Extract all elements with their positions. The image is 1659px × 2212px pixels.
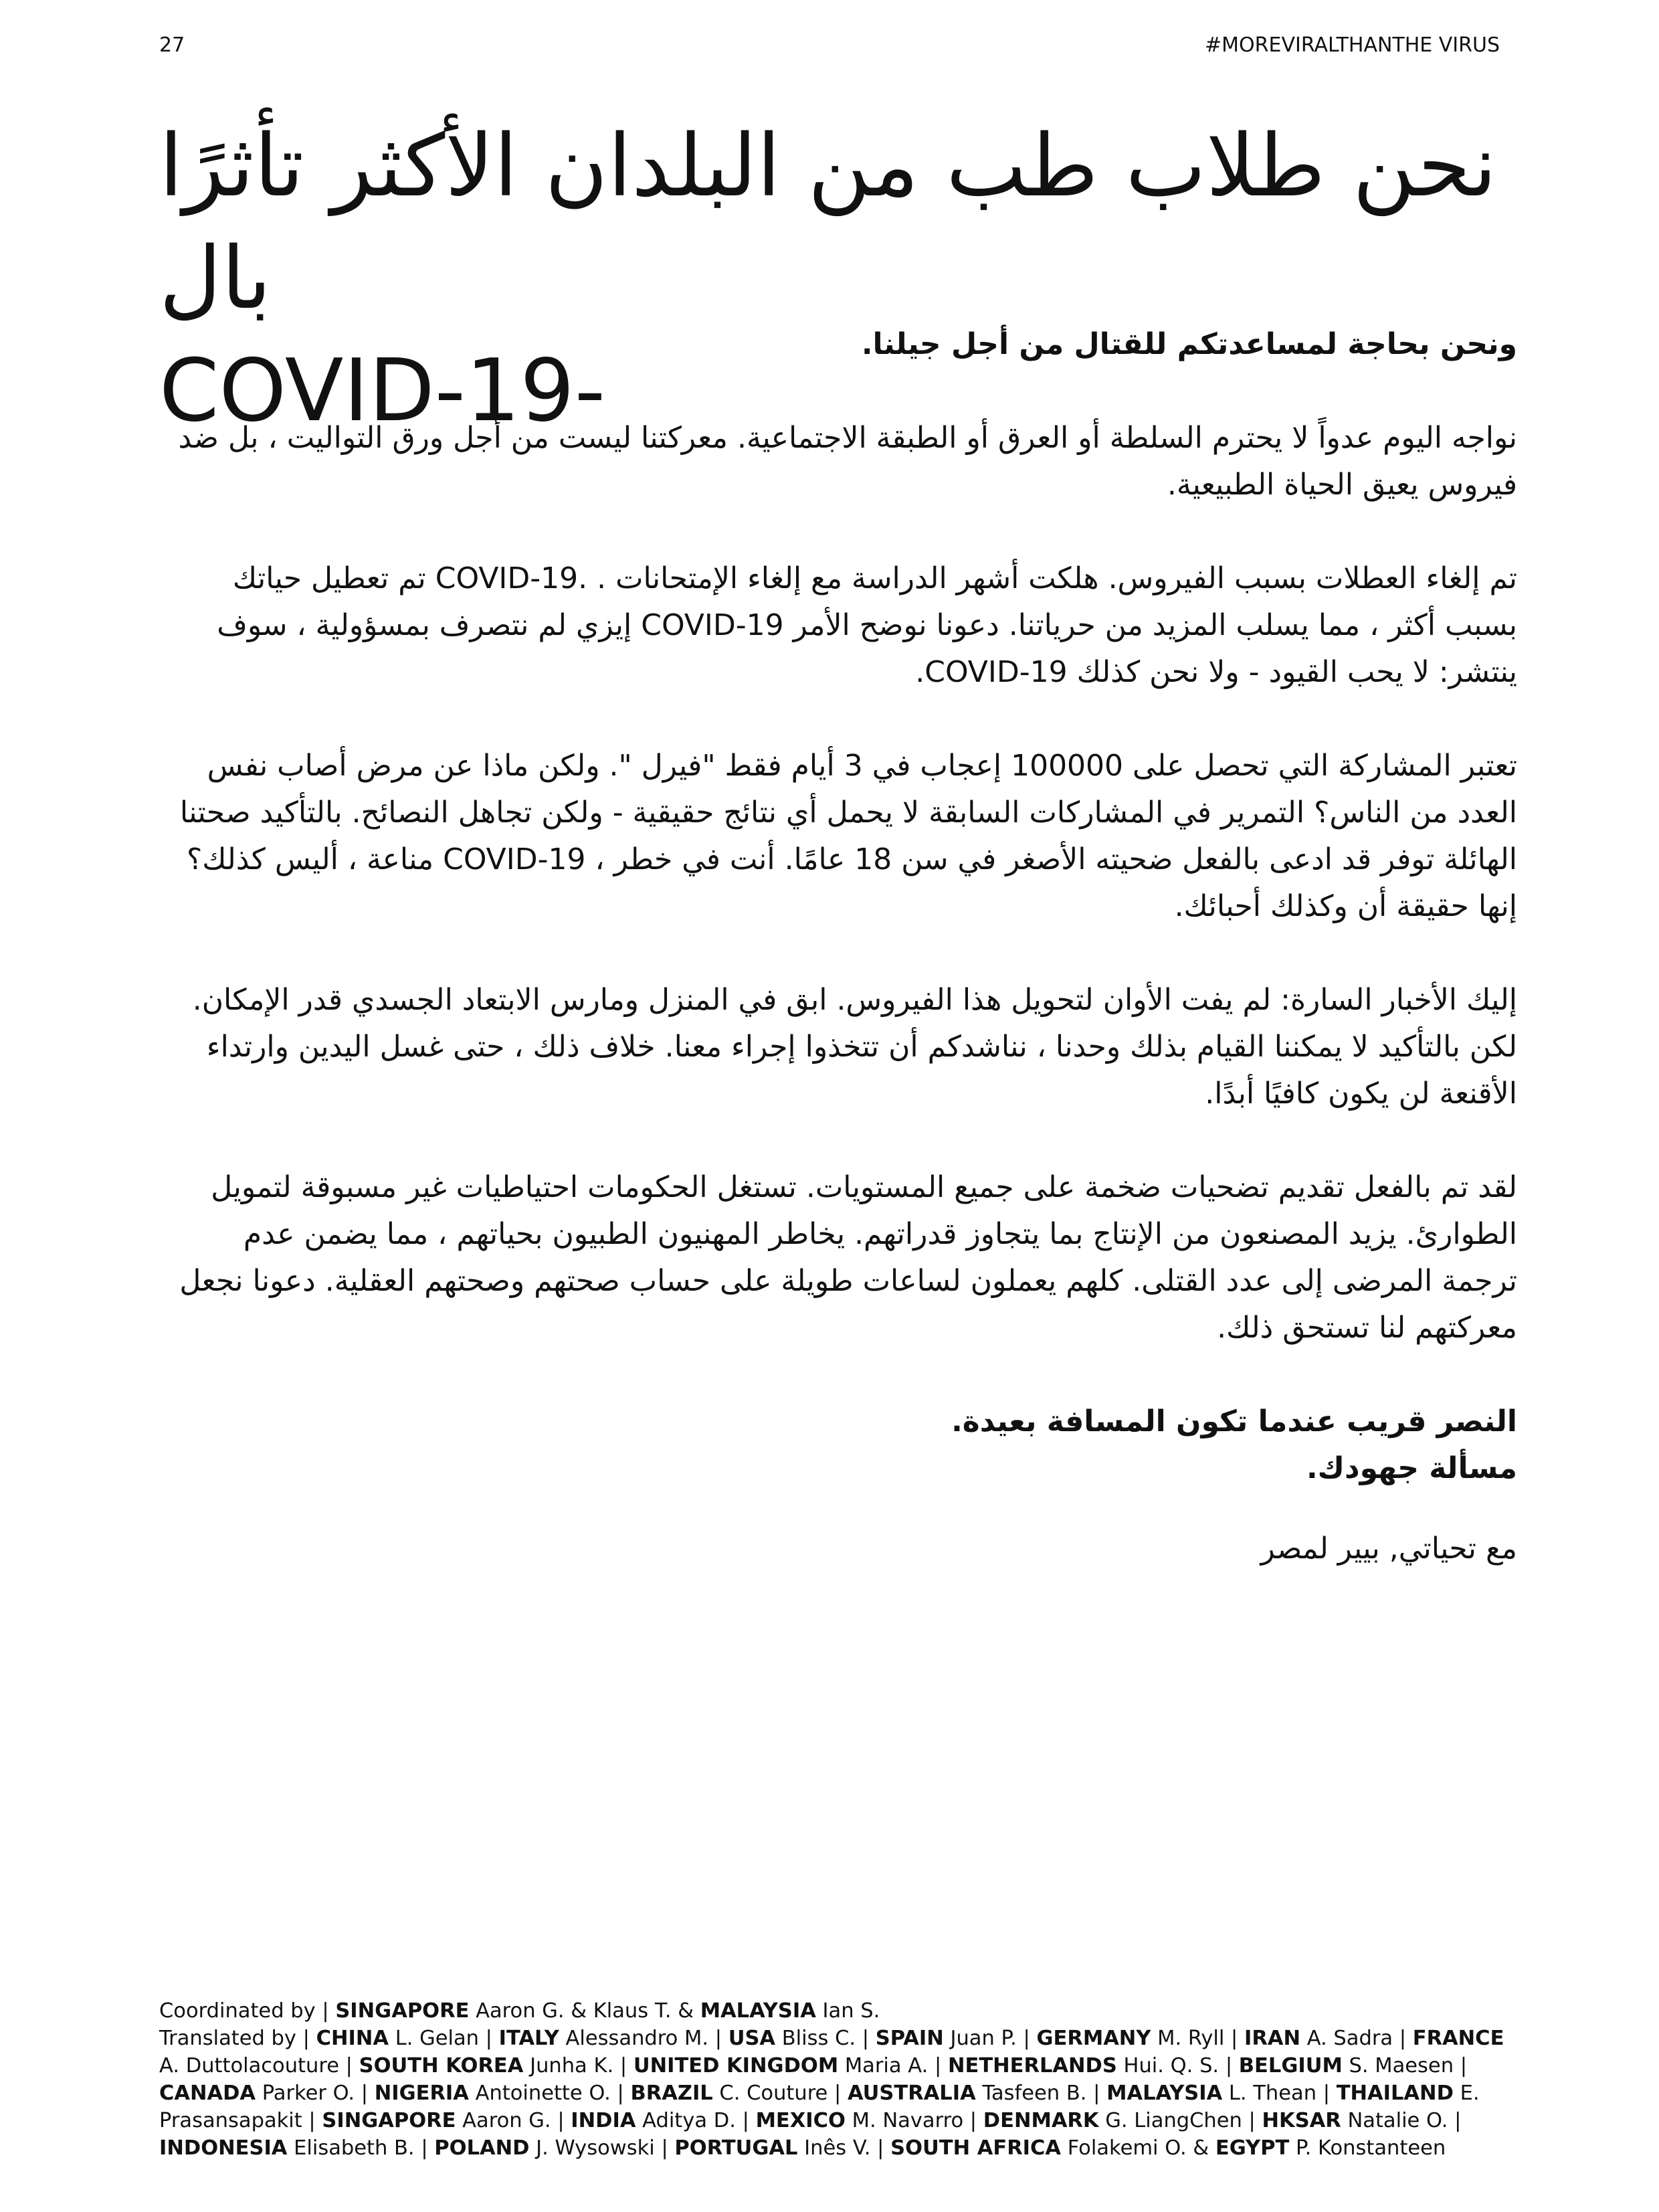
credit-names: G. LiangChen | [1098,2109,1262,2132]
credit-country: INDIA [571,2109,636,2132]
credit-names: Maria A. | [838,2054,948,2078]
body-paragraph: لقد تم بالفعل تقديم تضحيات ضخمة على جميع المستويات. تستغل الحكومات احتياطيات غير مسبوقة لتمويل الطوارئ. يزيد المصنعون من الإنتاج بما يتجاوز قدراتهم. يخاطر المهنيون الطبيون بحياتهم ، مما يضمن عدم ترجمة المرضى إلى عدد القتلى. كلهم يعملون لساعات طويلة على حساب صحتهم وصحتهم العقلية. دعونا نجعل معركتهم لنا تستحق ذلك. [179,1170,1517,1345]
letter-body [159,321,1517,1572]
credit-country: GERMANY [1036,2027,1151,2050]
credit-country: UNITED KINGDOM [633,2054,839,2078]
credit-names: Inês V. | [797,2136,891,2160]
credit-names: Ian S. [815,1999,880,2023]
credit-country: DENMARK [983,2109,1099,2132]
page-number: 27 [159,33,185,57]
credit-names: M. Navarro | [845,2109,983,2132]
lead-sentence: ونحن بحاجة لمساعدتكم للقتال من أجل جيلنا. [861,327,1517,361]
credit-names: Alessandro M. | [559,2027,728,2050]
credit-country: SINGAPORE [322,2109,456,2132]
credit-country: MALAYSIA [700,1999,816,2023]
credit-names: Juan P. | [943,2027,1037,2050]
credit-country: SOUTH KOREA [359,2054,524,2078]
credit-country: MALAYSIA [1106,2082,1223,2105]
credit-country: ITALY [498,2027,559,2050]
credit-names: A. Duttolacouture | [159,2054,359,2078]
credit-names: P. Konstanteen [1289,2136,1446,2160]
credit-country: NETHERLANDS [947,2054,1117,2078]
body-paragraph: تم إلغاء العطلات بسبب الفيروس. هلكت أشهر الدراسة مع إلغاء الإمتحانات . .COVID-19 تم تعطيل حياتك بسبب أكثر ، مما يسلب المزيد من حرياتنا. دعونا نوضح الأمر COVID-19 إيزي لم نتصرف بمسؤولية ، سوف ينتشر: لا يحب القيود - ولا نحن كذلك COVID-19. [217,561,1517,689]
credit-country: USA [728,2027,776,2050]
credit-country: CANADA [159,2082,256,2105]
credit-country: CHINA [316,2027,389,2050]
credit-names: A. Sadra | [1300,2027,1413,2050]
credit-country: POLAND [434,2136,530,2160]
credit-names: Hui. Q. S. | [1116,2054,1239,2078]
coordinated-by [159,1997,1517,2025]
closing-line: مسألة جهودك. [1306,1451,1517,1485]
credits [159,1997,1517,2162]
coordinated-label: Coordinated by | [159,1999,336,2023]
credit-names: Aaron G. | [456,2109,571,2132]
body-paragraph: نواجه اليوم عدواً لا يحترم السلطة أو العرق أو الطبقة الاجتماعية. معركتنا ليست من أجل ورق التواليت ، بل ضد فيروس يعيق الحياة الطبيعية. [178,421,1517,502]
credit-country: HKSAR [1262,2109,1341,2132]
credit-names: Antoinette O. | [468,2082,631,2105]
credit-country: BELGIUM [1238,2054,1343,2078]
credit-names: S. Maesen | [1342,2054,1468,2078]
credit-names: Aditya D. | [636,2109,756,2132]
credit-names: M. Ryll | [1151,2027,1245,2050]
translated-label: Translated by | [159,2027,316,2050]
credit-country: NIGERIA [374,2082,469,2105]
credit-names: Parker O. | [256,2082,375,2105]
credit-country: SOUTH AFRICA [890,2136,1062,2160]
credit-names: L. Thean | [1222,2082,1337,2105]
campaign-hashtag: #MOREVIRALTHANTHE VIRUS [1205,33,1500,57]
signoff: مع تحياتي, بيير لمصر [1260,1532,1517,1566]
credit-country: FRANCE [1412,2027,1504,2050]
credit-country: MEXICO [755,2109,846,2132]
credit-country: INDONESIA [159,2136,288,2160]
credit-names: Bliss C. | [775,2027,876,2050]
credit-names: E. Prasansapakit | [159,2082,1480,2132]
credit-country: AUSTRALIA [848,2082,976,2105]
closing-line: النصر قريب عندما تكون المسافة بعيدة. [951,1404,1517,1439]
title-line-arabic: نحن طلاب طب من البلدان الأكثر تأثرًا بال [159,116,1497,329]
credit-country: EGYPT [1215,2136,1290,2160]
title-line-latin: COVID-19- [159,341,605,441]
credit-names: Natalie O. | [1341,2109,1462,2132]
credit-country: BRAZIL [630,2082,713,2105]
credit-names: Folakemi O. & [1061,2136,1215,2160]
credit-names: Aaron G. & Klaus T. & [469,1999,700,2023]
credit-names: Junha K. | [523,2054,633,2078]
credit-country: SINGAPORE [335,1999,470,2023]
credit-names: Elisabeth B. | [287,2136,435,2160]
credit-names: Tasfeen B. | [975,2082,1107,2105]
credit-country: SPAIN [875,2027,944,2050]
body-paragraph: إليك الأخبار السارة: لم يفت الأوان لتحويل هذا الفيروس. ابق في المنزل ومارس الابتعاد الجسدي قدر الإمكان. لكن بالتأكيد لا يمكننا القيام بذلك وحدنا ، نناشدكم أن تتخذوا إجراء معنا. خلاف ذلك ، حتى غسل اليدين وارتداء الأقنعة لن يكون كافيًا أبدًا. [192,983,1517,1111]
credit-names: L. Gelan | [389,2027,499,2050]
credit-country: IRAN [1244,2027,1300,2050]
credit-country: THAILAND [1336,2082,1454,2105]
credit-names: C. Couture | [712,2082,848,2105]
credit-names: J. Wysowski | [529,2136,675,2160]
body-paragraph: تعتبر المشاركة التي تحصل على 100000 إعجاب في 3 أيام فقط "فيرل ". ولكن ماذا عن مرض أصاب نفس العدد من الناس؟ التمرير في المشاركات السابقة لا يحمل أي نتائج حقيقية - ولكن تجاهل النصائح. بالتأكيد صحتنا الهائلة توفر قد ادعى بالفعل ضحيته الأصغر في سن 18 عامًا. أنت في خطر ، COVID-19 مناعة ، أليس كذلك؟ إنها حقيقة أن وكذلك أحبائك. [179,749,1517,923]
credit-country: PORTUGAL [674,2136,798,2160]
translated-by [159,2025,1517,2162]
